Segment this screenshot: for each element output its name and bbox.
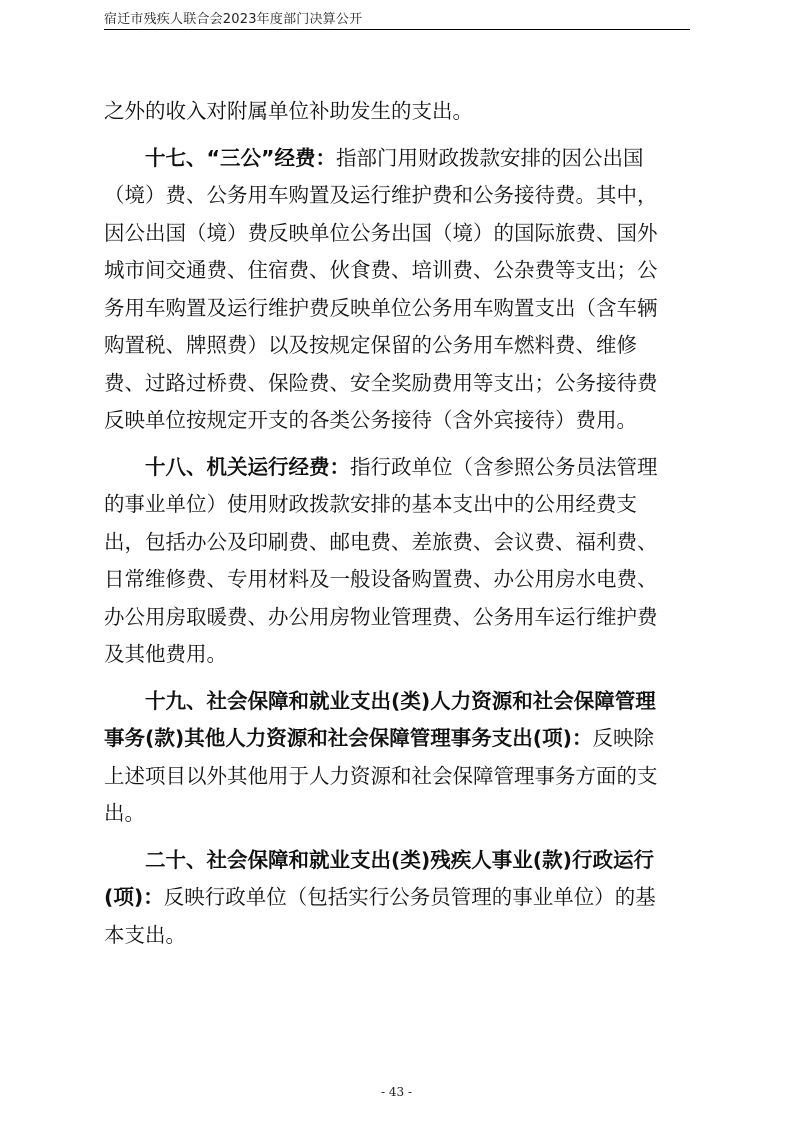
- paragraph-eighteen: [104, 449, 690, 674]
- text-line: 本支出。: [104, 922, 186, 947]
- paragraph-nineteen: [104, 683, 690, 833]
- text-line: [104, 140, 690, 178]
- section-heading-nineteen-line2: 事务(款)其他人力资源和社会保障管理事务支出(项)：: [104, 726, 593, 750]
- text-line: 之外的收入对附属单位补助发生的支出。: [104, 99, 473, 123]
- section-heading-twenty-line2: (项)：: [104, 885, 164, 909]
- text-run: 反映行政单位（包括实行公务员管理的事业单位）的基: [163, 885, 656, 909]
- text-line: 日常维修费、专用材料及一般设备购置费、办公用房水电费、: [104, 567, 658, 591]
- text-line: [104, 879, 690, 917]
- text-run: 指部门用财政拨款安排的因公出国: [335, 145, 644, 170]
- text-line: 的事业单位）使用财政拨款安排的基本支出中的公用经费支: [104, 492, 637, 516]
- text-line: 出。: [104, 801, 145, 825]
- section-heading-seventeen: 十七、“三公”经费：: [145, 145, 336, 170]
- text-line: 出，包括办公及印刷费、邮电费、差旅费、会议费、福利费、: [104, 529, 658, 554]
- section-heading-eighteen: 十八、机关运行经费：: [145, 454, 350, 479]
- section-heading-nineteen-line1: 十九、社会保障和就业支出(类)人力资源和社会保障管理: [145, 688, 656, 713]
- text-line: 因公出国（境）费反映单位公务出国（境）的国际旅费、国外: [104, 220, 658, 245]
- text-line: 城市间交通费、住宿费、伙食费、培训费、公杂费等支出；公: [104, 258, 658, 282]
- section-heading-twenty-line1: 二十、社会保障和就业支出(类)残疾人事业(款)行政运行: [145, 847, 654, 872]
- document-body: [104, 93, 690, 954]
- text-line: 办公用房取暖费、办公用房物业管理费、公务用车运行维护费: [104, 604, 658, 629]
- text-run: 指行政单位（含参照公务员法管理: [350, 454, 658, 479]
- text-line: [104, 720, 690, 758]
- text-line: 及其他费用。: [104, 642, 227, 666]
- text-line: 务用车购置及运行维护费反映单位公务用车购置支出（含车辆: [104, 295, 658, 320]
- text-line: 反映单位按规定开支的各类公务接待（含外宾接待）费用。: [104, 408, 637, 432]
- paragraph-continuation: [104, 93, 690, 131]
- text-line: 费、过路过桥费、保险费、安全奖励费用等支出；公务接待费: [104, 370, 658, 395]
- paragraph-twenty: [104, 842, 690, 955]
- running-header: 宿迁市残疾人联合会2023年度部门决算公开: [104, 12, 363, 27]
- paragraph-seventeen: [104, 140, 690, 440]
- text-line: 购置税、牌照费）以及按规定保留的公务用车燃料费、维修: [104, 333, 637, 357]
- text-line: 上述项目以外其他用于人力资源和社会保障管理事务方面的支: [104, 763, 658, 788]
- text-line: [104, 449, 690, 487]
- header-rule: [104, 29, 690, 30]
- page-number: - 43 -: [380, 1085, 412, 1099]
- text-line: （境）费、公务用车购置及运行维护费和公务接待费。其中，: [104, 183, 658, 207]
- text-run: 反映除: [592, 726, 654, 750]
